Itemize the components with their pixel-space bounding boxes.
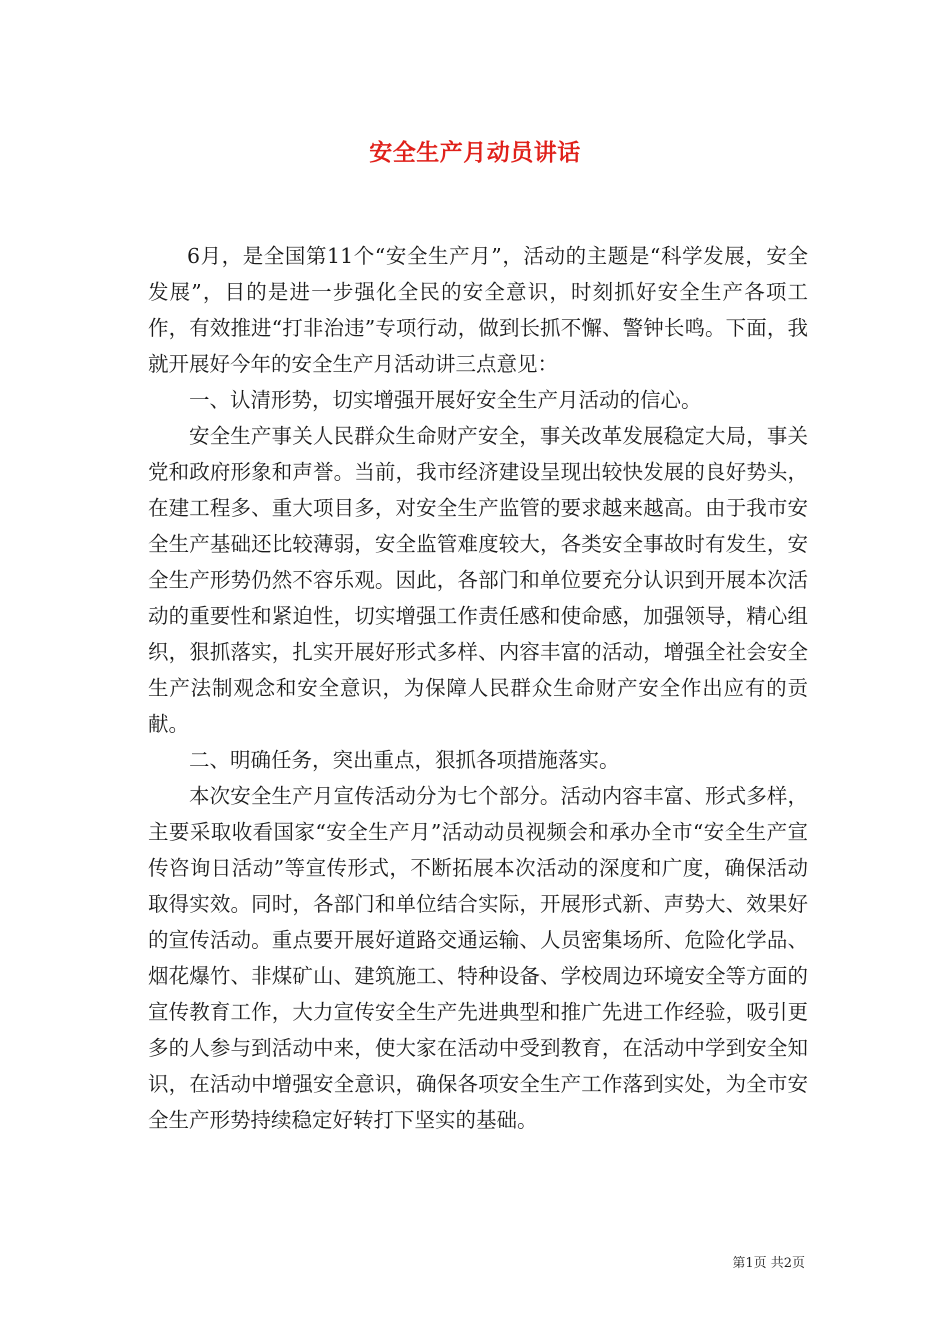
section-heading-1: 一、认清形势，切实增强开展好安全生产月活动的信心。 [189, 388, 702, 412]
document-title: 安全生产月动员讲话 [369, 139, 581, 166]
document-body [148, 238, 808, 1138]
section-heading-2: 二、明确任务，突出重点，狠抓各项措施落实。 [189, 748, 620, 772]
page-number: 第1页 共2页 [732, 1256, 805, 1271]
intro-paragraph: 6月，是全国第11个“安全生产月”，活动的主题是“科学发展，安全发展”，目的是进一步强化全民的安全意识，时刻抓好安全生产各项工作，有效推进“打非治违”专项行动，做到长抓不懈、警钟长鸣。下面，我就开展好今年的安全生产月活动讲三点意见： [148, 244, 808, 376]
body-paragraph-2: 本次安全生产月宣传活动分为七个部分。活动内容丰富、形式多样，主要采取收看国家“安全生产月”活动动员视频会和承办全市“安全生产宣传咨询日活动”等宣传形式，不断拓展本次活动的深度和广度，确保活动取得实效。同时，各部门和单位结合实际，开展形式新、声势大、效果好的宣传活动。重点要开展好道路交通运输、人员密集场所、危险化学品、烟花爆竹、非煤矿山、建筑施工、特种设备、学校周边环境安全等方面的宣传教育工作，大力宣传安全生产先进典型和推广先进工作经验，吸引更多的人参与到活动中来，使大家在活动中受到教育，在活动中学到安全知识，在活动中增强安全意识，确保各项安全生产工作落到实处，为全市安全生产形势持续稳定好转打下坚实的基础。 [148, 784, 808, 1132]
body-paragraph-1: 安全生产事关人民群众生命财产安全，事关改革发展稳定大局，事关党和政府形象和声誉。当前，我市经济建设呈现出较快发展的良好势头，在建工程多、重大项目多，对安全生产监管的要求越来越高。由于我市安全生产基础还比较薄弱，安全监管难度较大，各类安全事故时有发生，安全生产形势仍然不容乐观。因此，各部门和单位要充分认识到开展本次活动的重要性和紧迫性，切实增强工作责任感和使命感，加强领导，精心组织，狠抓落实，扎实开展好形式多样、内容丰富的活动，增强全社会安全生产法制观念和安全意识，为保障人民群众生命财产安全作出应有的贡献。 [148, 424, 808, 736]
